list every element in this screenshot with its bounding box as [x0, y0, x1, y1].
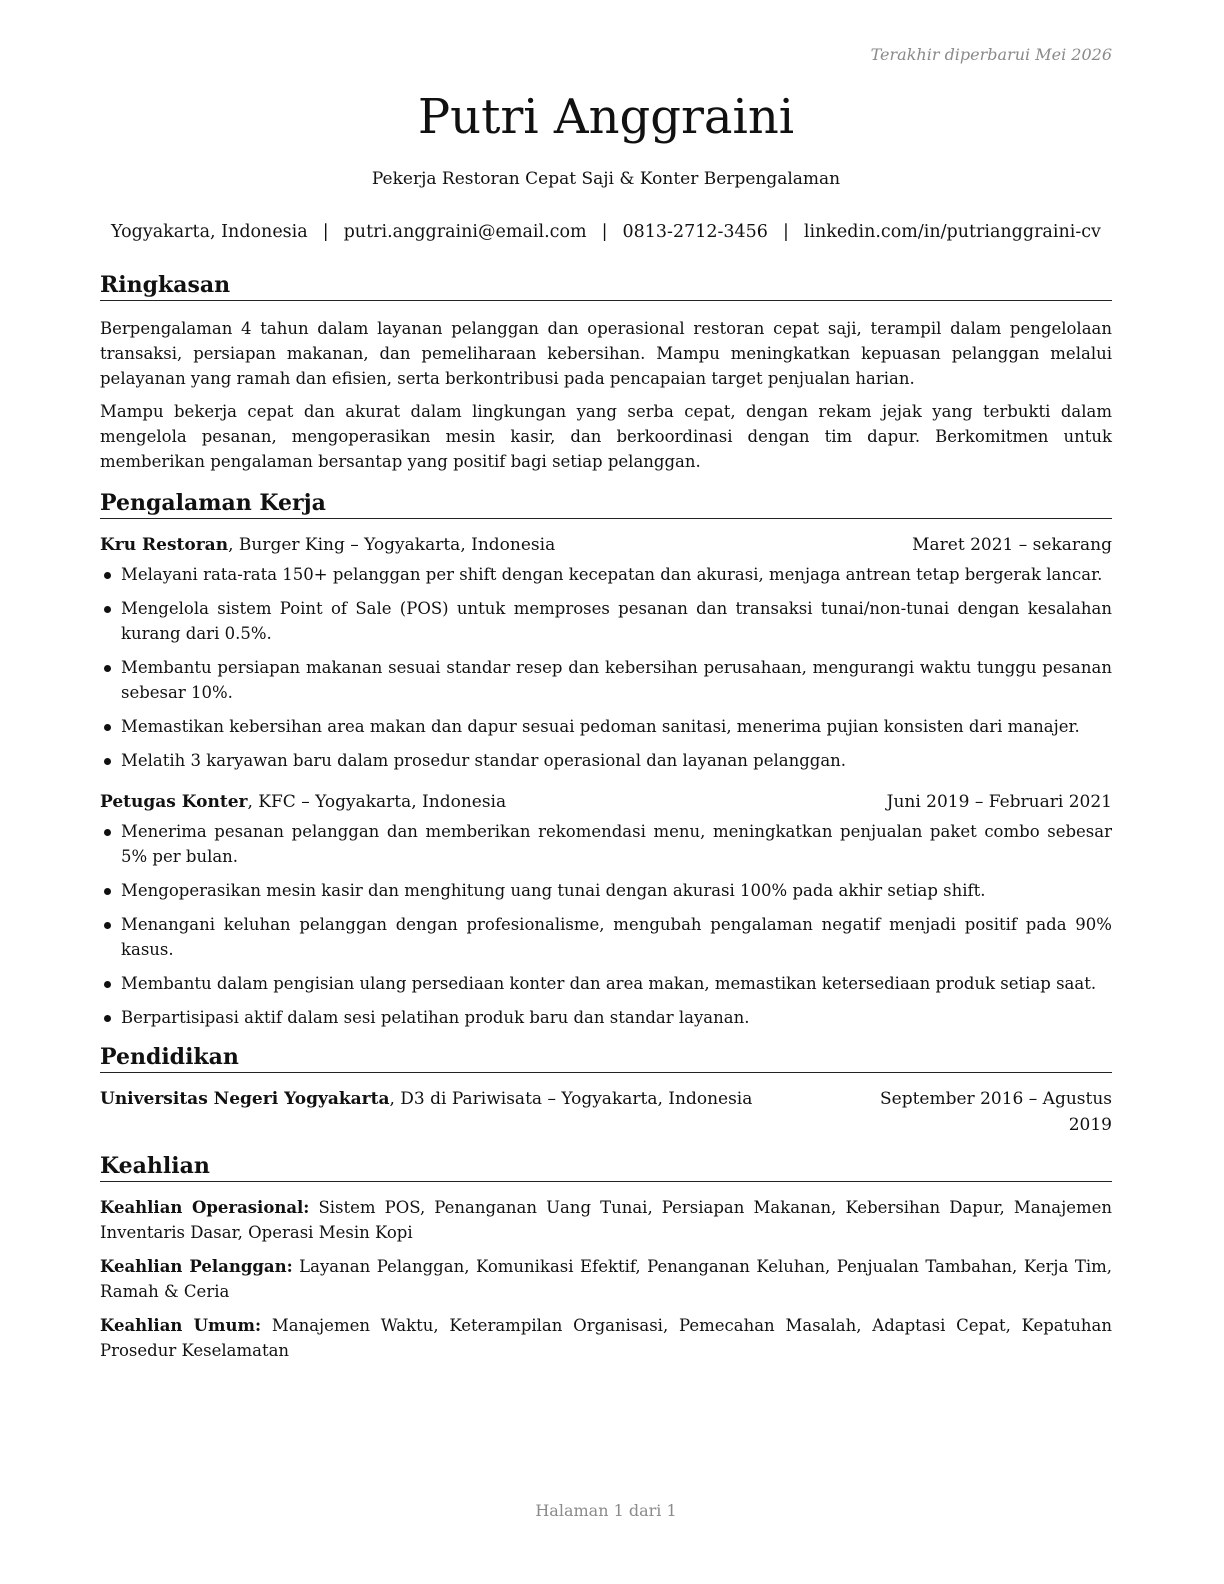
summary-section: [100, 271, 1112, 474]
contact-email[interactable]: putri.anggraini@email.com: [343, 222, 587, 242]
job-bullet-list: [100, 562, 1112, 773]
job-bullet: Melatih 3 karyawan baru dalam prosedur standar operasional dan layanan pelanggan.: [100, 748, 1112, 773]
education-dates: [880, 1086, 1112, 1138]
contact-phone: 0813-2712-3456: [622, 222, 768, 242]
job-role: Kru Restoran: [100, 535, 229, 555]
job-entry: [100, 789, 1112, 1030]
education-dates-line: September 2016 – Agustus: [880, 1089, 1112, 1109]
page-number-footer: Halaman 1 dari 1: [535, 1501, 677, 1520]
experience-section: [100, 489, 1112, 1039]
contact-line: [70, 219, 1142, 245]
education-entry: [100, 1086, 1112, 1138]
contact-linkedin[interactable]: linkedin.com/in/putrianggraini-cv: [803, 222, 1101, 242]
job-company: , Burger King – Yogyakarta, Indonesia: [228, 535, 556, 555]
skill-group-label: Keahlian Operasional:: [100, 1198, 310, 1217]
job-company: , KFC – Yogyakarta, Indonesia: [247, 792, 507, 812]
education-detail: , D3 di Pariwisata – Yogyakarta, Indonesia: [389, 1089, 753, 1109]
education-school: Universitas Negeri Yogyakarta: [100, 1089, 390, 1109]
job-header: [100, 532, 1112, 558]
skill-group: [100, 1254, 1112, 1304]
job-bullet-list: [100, 819, 1112, 1030]
job-role: Petugas Konter: [100, 792, 248, 812]
education-section: [100, 1043, 1112, 1138]
job-bullet: Berpartisipasi aktif dalam sesi pelatihan produk baru dan standar layanan.: [100, 1005, 1112, 1030]
job-bullet: Menangani keluhan pelanggan dengan profesionalisme, mengubah pengalaman negatif menjadi positif pada 90% kasus.: [100, 912, 1112, 962]
summary-paragraph: Berpengalaman 4 tahun dalam layanan pelanggan dan operasional restoran cepat saji, terampil dalam pengelolaan transaksi, persiapan makanan, dan pemeliharaan kebersihan. Mampu meningkatkan kepuasan pelanggan melalui pelayanan yang ramah dan efisien, serta berkontribusi pada pencapaian target penjualan harian.: [100, 319, 1112, 388]
contact-location: Yogyakarta, Indonesia: [111, 222, 308, 242]
job-dates: Juni 2019 – Februari 2021: [886, 792, 1112, 812]
job-bullet: Mengelola sistem Point of Sale (POS) untuk memproses pesanan dan transaksi tunai/non-tunai dengan kesalahan kurang dari 0.5%.: [100, 596, 1112, 646]
job-bullet: Melayani rata-rata 150+ pelanggan per shift dengan kecepatan dan akurasi, menjaga antrean tetap bergerak lancar.: [100, 562, 1112, 587]
section-title-education: Pendidikan: [100, 1043, 1112, 1073]
summary-paragraph: Mampu bekerja cepat dan akurat dalam lingkungan yang serba cepat, dengan rekam jejak yang terbukti dalam mengelola pesanan, mengoperasikan mesin kasir, dan berkoordinasi dengan tim dapur. Berkomitmen untuk memberikan pengalaman bersantap yang positif bagi setiap pelanggan.: [100, 402, 1112, 471]
candidate-tagline: Pekerja Restoran Cepat Saji & Konter Berpengalaman: [371, 169, 841, 189]
job-bullet: Menerima pesanan pelanggan dan memberikan rekomendasi menu, meningkatkan penjualan paket combo sebesar 5% per bulan.: [100, 819, 1112, 869]
contact-separator: |: [322, 222, 329, 242]
last-updated-note: Terakhir diperbarui Mei 2026: [870, 45, 1112, 64]
skill-group-label: Keahlian Umum:: [100, 1316, 262, 1335]
job-bullet: Membantu dalam pengisian ulang persediaan konter dan area makan, memastikan ketersediaan produk setiap saat.: [100, 971, 1112, 996]
skill-group: [100, 1313, 1112, 1363]
job-bullet: Membantu persiapan makanan sesuai standar resep dan kebersihan perusahaan, mengurangi waktu tunggu pesanan sebesar 10%.: [100, 655, 1112, 705]
job-dates: Maret 2021 – sekarang: [912, 535, 1112, 555]
job-bullet: Mengoperasikan mesin kasir dan menghitung uang tunai dengan akurasi 100% pada akhir setiap shift.: [100, 878, 1112, 903]
contact-separator: |: [782, 222, 789, 242]
education-dates-line: 2019: [1068, 1115, 1112, 1135]
section-title-experience: Pengalaman Kerja: [100, 489, 1112, 519]
skill-group-items: Sistem POS, Penanganan Uang Tunai, Persiapan Makanan, Kebersihan Dapur, Manajemen Inventaris Dasar, Operasi Mesin Kopi: [100, 1198, 1112, 1242]
skills-section: [100, 1152, 1112, 1372]
skill-group-label: Keahlian Pelanggan:: [100, 1257, 293, 1276]
skill-group: [100, 1195, 1112, 1245]
resume-page: [100, 0, 1112, 1584]
contact-separator: |: [601, 222, 608, 242]
section-title-skills: Keahlian: [100, 1152, 1112, 1182]
skill-group-items: Manajemen Waktu, Keterampilan Organisasi, Pemecahan Masalah, Adaptasi Cepat, Kepatuhan Prosedur Keselamatan: [100, 1316, 1112, 1360]
job-bullet: Memastikan kebersihan area makan dan dapur sesuai pedoman sanitasi, menerima pujian konsisten dari manajer.: [100, 714, 1112, 739]
skill-group-items: Layanan Pelanggan, Komunikasi Efektif, Penanganan Keluhan, Penjualan Tambahan, Kerja Tim, Ramah & Ceria: [100, 1257, 1112, 1301]
job-entry: [100, 532, 1112, 773]
candidate-name: Putri Anggraini: [417, 89, 795, 145]
job-header: [100, 789, 1112, 815]
section-title-summary: Ringkasan: [100, 271, 1112, 301]
